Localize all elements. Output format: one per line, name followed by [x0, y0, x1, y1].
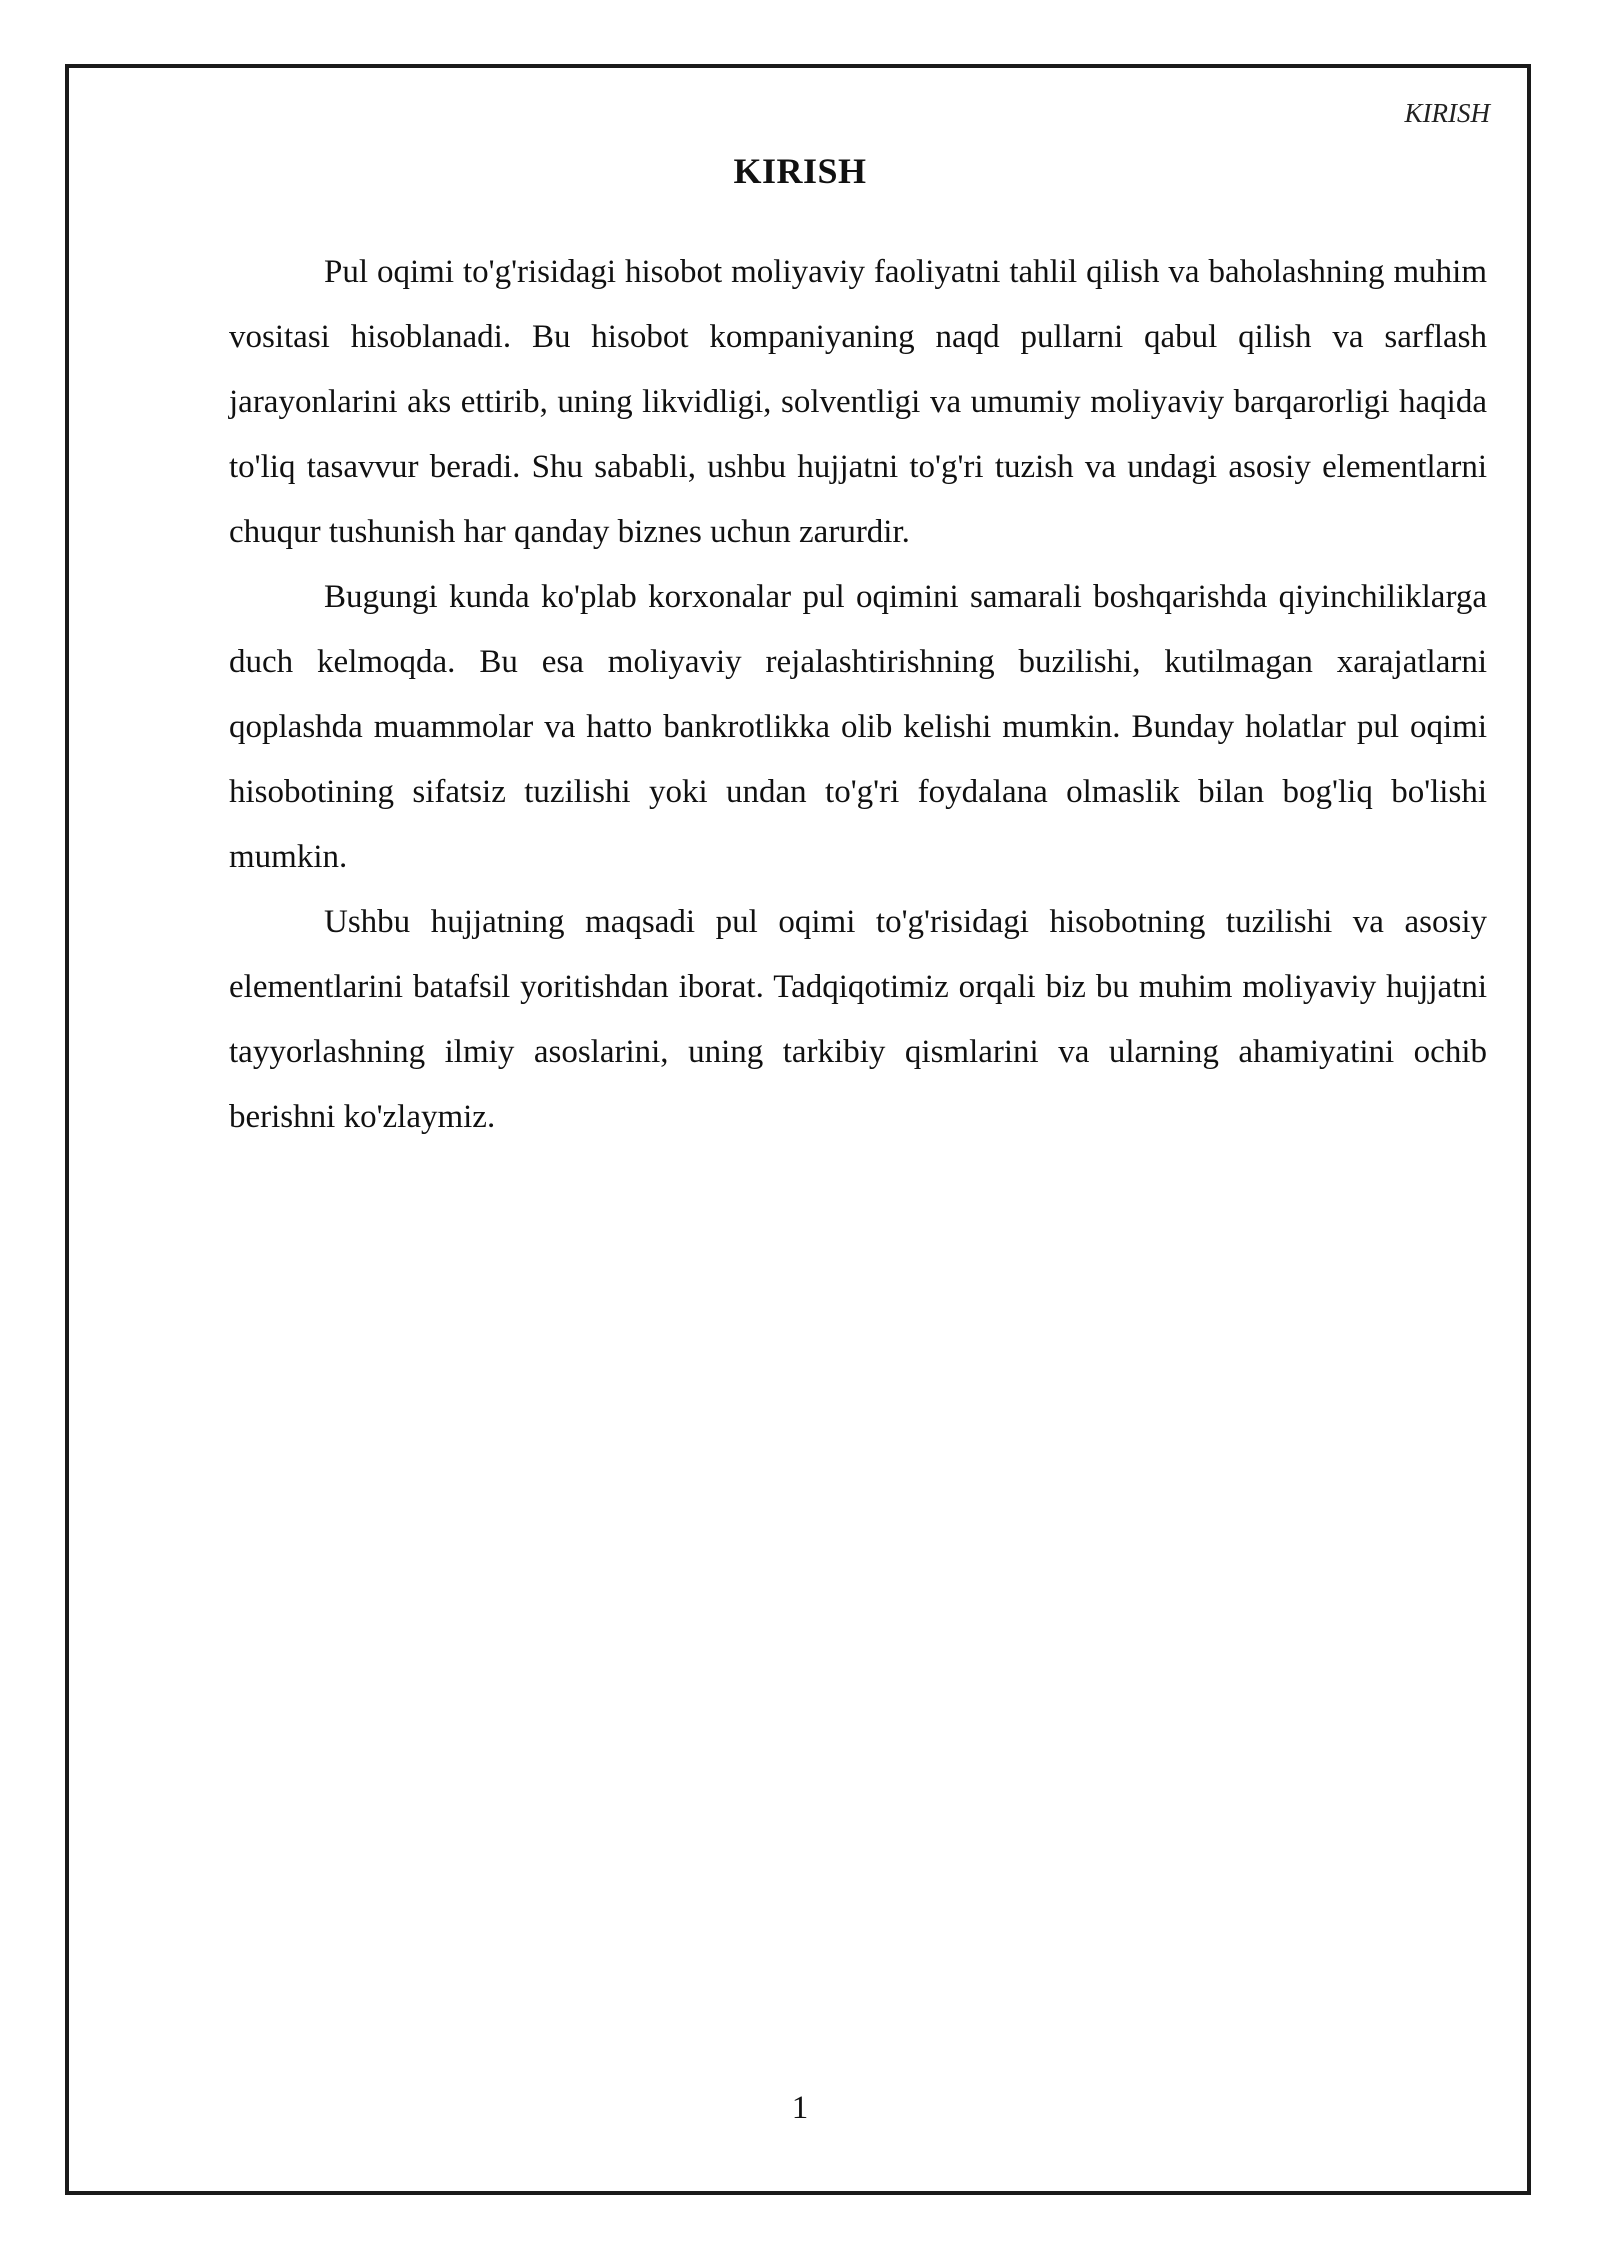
page-number: 1 — [791, 2090, 809, 2126]
page-title: KIRISH — [733, 151, 867, 191]
paragraph-1: Pul oqimi to'g'risidagi hisobot moliyaviy faoliyatni tahlil qilish va baholashning muhim vositasi hisoblanadi. Bu hisobot kompaniyaning naqd pullarni qabul qilish va sarflash jarayonlarini aks ettirib, uning likvidligi, solventligi va umumiy moliyaviy barqarorligi haqida to'liq tasavvur beradi. Shu sababli, ushbu hujjatni to'g'ri tuzish va undagi asosiy elementlarni chuqur tushunish har qanday biznes uchun zarurdir. — [229, 254, 1487, 550]
paragraph-3: Ushbu hujjatning maqsadi pul oqimi to'g'risidagi hisobotning tuzilishi va asosiy elementlarini batafsil yoritishdan iborat. Tadqiqotimiz orqali biz bu muhim moliyaviy hujjatni tayyorlashning ilmiy asoslarini, uning tarkibiy qismlarini va ularning ahamiyatini ochib berishni ko'zlaymiz. — [229, 904, 1487, 1135]
paragraph-2: Bugungi kunda ko'plab korxonalar pul oqimini samarali boshqarishda qiyinchiliklarga duch kelmoqda. Bu esa moliyaviy rejalashtirishning buzilishi, kutilmagan xarajatlarni qoplashda muammolar va hatto bankrotlikka olib kelishi mumkin. Bunday holatlar pul oqimi hisobotining sifatsiz tuzilishi yoki undan to'g'ri foydalana olmaslik bilan bog'liq bo'lishi mumkin. — [229, 579, 1487, 875]
body-text — [229, 240, 1487, 1150]
running-header: KIRISH — [1404, 98, 1490, 128]
